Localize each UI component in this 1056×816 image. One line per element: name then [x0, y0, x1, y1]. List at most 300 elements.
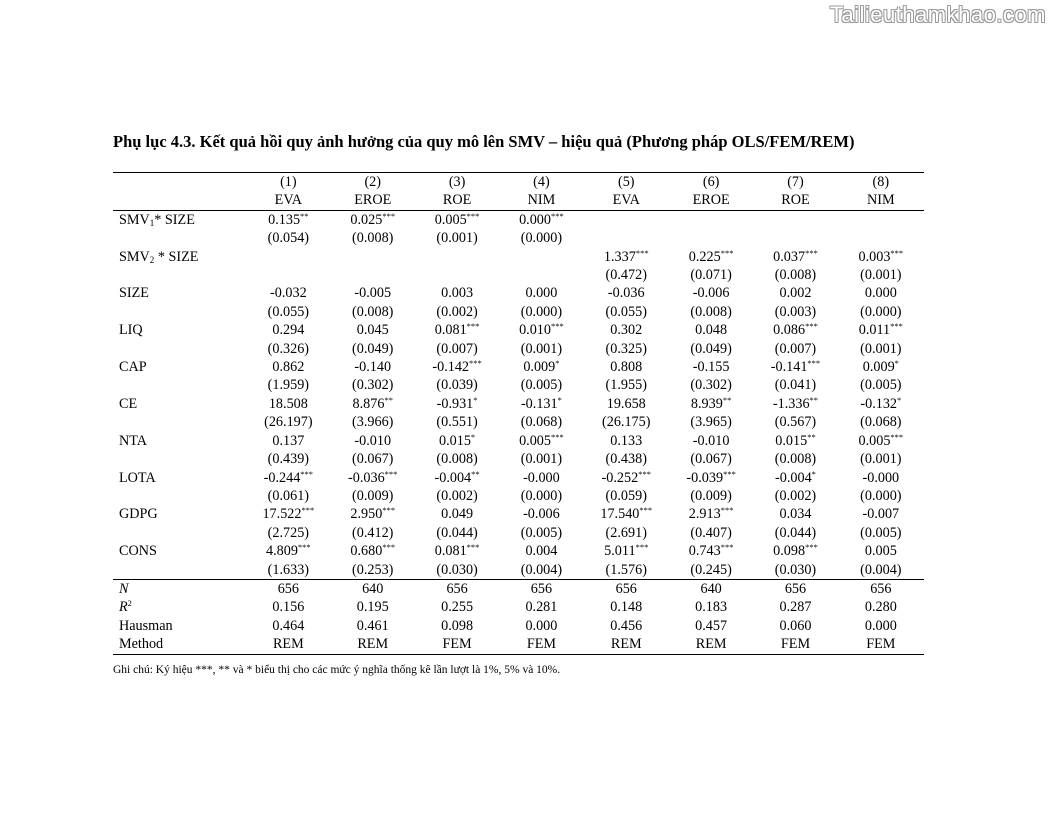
significance-stars: **	[384, 394, 393, 405]
coef-value: -0.010	[692, 432, 730, 449]
coef-value: 0.005	[434, 211, 467, 228]
stat-value: 656	[277, 580, 299, 597]
variable-name: CONS	[119, 543, 157, 560]
significance-stars: ***	[297, 542, 311, 553]
standard-error: (0.068)	[520, 414, 563, 431]
coef-cell	[246, 505, 330, 523]
se-cell	[584, 450, 669, 468]
standard-error: (0.001)	[520, 340, 563, 357]
coef-value: 17.522	[262, 506, 302, 523]
variable-name: CAP	[119, 359, 147, 376]
se-cell	[246, 413, 330, 431]
se-cell	[331, 487, 415, 505]
coef-cell	[753, 248, 837, 266]
standard-error: (0.472)	[605, 267, 647, 284]
coef-value: 0.045	[356, 322, 389, 339]
stat-cell	[499, 598, 583, 616]
coef-cell	[499, 321, 583, 339]
coef-cell	[584, 210, 669, 229]
se-cell	[669, 303, 753, 321]
coef-value: -0.036	[348, 469, 385, 486]
coef-cell	[584, 395, 669, 413]
significance-stars: ***	[807, 358, 821, 369]
significance-stars: *	[557, 394, 562, 405]
stat-value: 656	[870, 580, 892, 597]
stat-value: REM	[357, 636, 389, 653]
se-cell	[584, 524, 669, 542]
coef-value: 5.011	[604, 543, 636, 560]
stat-cell	[415, 635, 499, 654]
se-blank	[113, 487, 246, 505]
coef-cell	[499, 432, 583, 450]
se-row	[113, 524, 924, 542]
coef-cell	[838, 432, 924, 450]
stat-cell	[753, 635, 837, 654]
coef-cell	[246, 432, 330, 450]
stat-value: 0.000	[864, 617, 897, 634]
significance-stars: ***	[466, 210, 480, 221]
se-cell	[838, 524, 924, 542]
variable-name: SIZE	[119, 285, 149, 302]
significance-stars: ***	[300, 468, 314, 479]
variable-label	[113, 248, 246, 266]
se-row	[113, 561, 924, 580]
coef-cell	[669, 469, 753, 487]
standard-error: (0.008)	[774, 267, 817, 284]
se-cell	[499, 450, 583, 468]
se-cell	[331, 303, 415, 321]
stat-value: 656	[446, 580, 468, 597]
se-cell	[499, 487, 583, 505]
coef-cell	[753, 284, 837, 302]
column-name	[669, 191, 753, 210]
stat-value: REM	[695, 636, 727, 653]
se-cell	[838, 450, 924, 468]
stat-cell	[415, 579, 499, 598]
coef-value: -0.036	[607, 285, 645, 302]
coef-cell	[584, 432, 669, 450]
significance-stars: ***	[639, 505, 653, 516]
variable-label	[113, 395, 246, 413]
significance-stars: *	[473, 394, 478, 405]
se-cell	[753, 561, 837, 580]
stat-value: 0.060	[779, 617, 812, 634]
column-name-text: EVA	[612, 192, 640, 209]
coef-value: 17.540	[600, 506, 640, 523]
se-cell	[499, 266, 583, 284]
coef-value: -0.039	[686, 469, 724, 486]
coef-value: 0.002	[779, 285, 812, 302]
coef-value: 0.808	[610, 359, 643, 376]
stat-cell	[669, 598, 753, 616]
column-name	[331, 191, 415, 210]
coef-cell	[415, 505, 499, 523]
standard-error: (0.439)	[267, 451, 310, 468]
stat-name: Hausman	[119, 617, 173, 634]
coef-row	[113, 210, 924, 229]
standard-error: (0.008)	[352, 303, 394, 320]
significance-stars: ***	[723, 468, 736, 479]
coef-cell	[584, 248, 669, 266]
se-cell	[584, 487, 669, 505]
coef-cell	[584, 358, 669, 376]
stat-cell	[753, 598, 837, 616]
significance-stars: ***	[466, 321, 480, 332]
se-blank	[113, 266, 246, 284]
stat-cell	[246, 598, 330, 616]
standard-error: (0.030)	[774, 561, 817, 578]
stat-value: 656	[784, 580, 807, 597]
standard-error: (0.003)	[774, 303, 817, 320]
significance-stars: ***	[720, 247, 734, 258]
stat-cell	[838, 598, 924, 616]
standard-error: (0.407)	[690, 524, 732, 541]
significance-stars: ***	[805, 321, 818, 332]
coef-value: 4.809	[266, 543, 298, 560]
coef-cell	[246, 358, 330, 376]
se-cell	[584, 561, 669, 580]
standard-error: (0.071)	[690, 267, 732, 284]
coef-value: 18.508	[268, 395, 308, 412]
se-cell	[415, 376, 499, 394]
stat-label	[113, 598, 246, 616]
standard-error: (0.000)	[520, 230, 563, 247]
se-cell	[753, 340, 837, 358]
coef-value: 0.302	[610, 322, 643, 339]
coef-row	[113, 505, 924, 523]
se-cell	[331, 376, 415, 394]
coef-cell	[838, 395, 924, 413]
standard-error: (0.054)	[267, 230, 310, 247]
coef-cell	[838, 505, 924, 523]
se-row	[113, 340, 924, 358]
coef-value: 1.337	[603, 248, 636, 265]
se-cell	[669, 229, 753, 247]
stat-row	[113, 598, 924, 616]
stat-value: 0.000	[525, 617, 558, 634]
coef-value: 2.913	[688, 506, 721, 523]
coef-value: 0.081	[434, 543, 467, 560]
coef-cell	[415, 395, 499, 413]
coef-cell	[246, 248, 330, 266]
significance-stars: ***	[805, 247, 818, 258]
coef-cell	[415, 542, 499, 560]
coef-cell	[669, 505, 753, 523]
standard-error: (26.175)	[602, 414, 651, 431]
se-blank	[113, 303, 246, 321]
se-cell	[838, 376, 924, 394]
standard-error: (0.068)	[860, 414, 902, 431]
standard-error: (0.049)	[690, 340, 732, 357]
stat-cell	[838, 579, 924, 598]
coef-value: -0.132	[860, 395, 898, 412]
standard-error: (0.002)	[774, 487, 817, 504]
stat-value: 0.148	[610, 599, 643, 616]
significance-stars: ***	[805, 542, 818, 553]
coef-value: 0.135	[268, 211, 301, 228]
column-number-text: (7)	[787, 174, 804, 190]
stat-cell	[331, 617, 415, 635]
column-name	[499, 191, 583, 210]
coef-value: 2.950	[350, 506, 383, 523]
significance-stars: **	[809, 394, 819, 405]
variable-label	[113, 505, 246, 523]
coef-value: 0.037	[773, 248, 806, 265]
coef-cell	[415, 432, 499, 450]
stat-row	[113, 635, 924, 654]
coef-cell	[838, 284, 924, 302]
coef-row	[113, 432, 924, 450]
variable-name: CE	[119, 395, 138, 412]
column-name	[838, 191, 924, 210]
coef-value: 0.009	[862, 359, 895, 376]
coef-cell	[669, 432, 753, 450]
stat-value: 640	[362, 580, 384, 597]
coef-value: 0.049	[441, 506, 474, 523]
stat-name: Method	[119, 636, 164, 653]
se-cell	[753, 524, 837, 542]
coef-value: 0.137	[272, 432, 305, 449]
column-number	[246, 173, 330, 192]
standard-error: (0.030)	[436, 561, 478, 578]
se-cell	[499, 524, 583, 542]
coef-cell	[415, 210, 499, 229]
coef-value: -0.000	[862, 469, 900, 486]
stat-cell	[753, 579, 837, 598]
se-row	[113, 266, 924, 284]
se-cell	[838, 561, 924, 580]
coef-cell	[669, 542, 753, 560]
coef-cell	[584, 505, 669, 523]
se-cell	[331, 266, 415, 284]
column-number-text: (2)	[364, 174, 381, 190]
coef-row	[113, 469, 924, 487]
stat-cell	[499, 617, 583, 635]
se-row	[113, 376, 924, 394]
stat-label	[113, 579, 246, 598]
stat-name: N	[119, 580, 129, 597]
stat-cell	[331, 598, 415, 616]
se-blank	[113, 376, 246, 394]
coef-row	[113, 321, 924, 339]
stat-cell	[415, 598, 499, 616]
stat-cell	[499, 635, 583, 654]
column-number-text: (5)	[617, 174, 635, 190]
se-cell	[669, 266, 753, 284]
se-cell	[415, 561, 499, 580]
stat-cell	[415, 617, 499, 635]
variable-label	[113, 432, 246, 450]
standard-error: (0.005)	[520, 524, 563, 541]
significance-stars: ***	[635, 247, 649, 258]
standard-error: (0.055)	[605, 303, 647, 320]
table-note: Ghi chú: Ký hiệu ***, ** và * biểu thị cho các mức ý nghĩa thống kê lần lượt là 1%, 5% và 10%.	[113, 664, 561, 676]
variable-label	[113, 321, 246, 339]
coef-value: -0.004	[434, 469, 472, 486]
se-cell	[331, 340, 415, 358]
column-number	[331, 173, 415, 192]
coef-value: 0.025	[350, 211, 383, 228]
coef-value: 0.862	[272, 359, 305, 376]
coef-cell	[246, 395, 330, 413]
se-row	[113, 450, 924, 468]
se-cell	[838, 266, 924, 284]
column-name-text: ROE	[442, 192, 472, 209]
stat-value: 640	[700, 580, 722, 597]
coef-value: 0.005	[864, 543, 897, 560]
coef-cell	[753, 395, 837, 413]
standard-error: (0.008)	[352, 230, 394, 247]
coef-value: 0.000	[525, 285, 558, 302]
se-cell	[669, 340, 753, 358]
standard-error: (3.965)	[690, 414, 732, 431]
se-cell	[669, 487, 753, 505]
stat-value: 0.183	[695, 599, 728, 616]
coef-cell	[246, 469, 330, 487]
significance-stars: **	[300, 210, 309, 221]
stat-cell	[669, 635, 753, 654]
coef-row	[113, 284, 924, 302]
standard-error: (0.049)	[352, 340, 394, 357]
standard-error: (0.000)	[860, 487, 902, 504]
standard-error: (0.000)	[860, 303, 902, 320]
standard-error: (0.000)	[520, 303, 563, 320]
coef-row	[113, 542, 924, 560]
stat-value: FEM	[866, 636, 896, 653]
column-number-text: (6)	[702, 174, 720, 190]
column-number	[669, 173, 753, 192]
significance-stars: ***	[638, 468, 651, 479]
stat-label	[113, 635, 246, 654]
standard-error: (1.959)	[267, 377, 310, 394]
se-row	[113, 413, 924, 431]
standard-error: (0.055)	[267, 303, 310, 320]
coef-cell	[669, 284, 753, 302]
se-cell	[246, 340, 330, 358]
standard-error: (0.001)	[436, 230, 478, 247]
se-cell	[499, 376, 583, 394]
significance-stars: ***	[466, 542, 480, 553]
coef-value: 0.048	[695, 322, 728, 339]
stat-cell	[246, 635, 330, 654]
coef-value: 0.003	[441, 285, 474, 302]
stat-superscript: 2	[127, 598, 132, 609]
se-cell	[415, 229, 499, 247]
significance-stars: **	[722, 394, 732, 405]
stat-cell	[246, 617, 330, 635]
stat-label	[113, 617, 246, 635]
standard-error: (0.253)	[352, 561, 394, 578]
coef-cell	[753, 210, 837, 229]
coef-cell	[499, 248, 583, 266]
se-cell	[753, 266, 837, 284]
significance-stars: ***	[550, 321, 564, 332]
significance-stars: *	[897, 394, 902, 405]
standard-error: (0.009)	[352, 487, 394, 504]
column-name	[246, 191, 330, 210]
se-row	[113, 487, 924, 505]
standard-error: (0.001)	[860, 451, 902, 468]
se-cell	[415, 266, 499, 284]
standard-error: (0.002)	[436, 487, 478, 504]
coef-cell	[331, 248, 415, 266]
stat-cell	[838, 617, 924, 635]
regression-table	[113, 172, 924, 655]
column-name-text: EROE	[354, 192, 392, 209]
variable-subscript: 2	[149, 254, 155, 265]
standard-error: (0.008)	[774, 451, 817, 468]
coef-cell	[669, 358, 753, 376]
stat-cell	[669, 579, 753, 598]
stat-value: 0.195	[356, 599, 389, 616]
coef-value: -0.010	[354, 432, 392, 449]
se-cell	[415, 340, 499, 358]
coef-value: 0.009	[523, 359, 556, 376]
column-name	[584, 191, 669, 210]
coef-value: 19.658	[606, 395, 646, 412]
standard-error: (1.633)	[267, 561, 310, 578]
se-cell	[331, 413, 415, 431]
standard-error: (0.041)	[774, 377, 817, 394]
column-name-text: EVA	[274, 192, 302, 209]
significance-stars: ***	[384, 468, 398, 479]
coef-cell	[499, 210, 583, 229]
coef-value: -0.007	[862, 506, 900, 523]
se-cell	[753, 376, 837, 394]
variable-suffix: * SIZE	[154, 211, 195, 228]
coef-cell	[584, 469, 669, 487]
stat-row	[113, 617, 924, 635]
coef-cell	[331, 542, 415, 560]
coef-value: 0.015	[439, 432, 471, 449]
se-blank	[113, 229, 246, 247]
coef-value: 0.034	[779, 506, 812, 523]
se-cell	[838, 487, 924, 505]
coef-cell	[246, 210, 330, 229]
stat-cell	[584, 598, 669, 616]
se-blank	[113, 340, 246, 358]
variable-name: NTA	[119, 432, 148, 449]
stat-value: 0.098	[441, 617, 474, 634]
se-blank	[113, 413, 246, 431]
coef-value: 0.680	[350, 543, 383, 560]
table-caption: Phụ lục 4.3. Kết quả hồi quy ảnh hưởng của quy mô lên SMV – hiệu quả (Phương pháp OLS/FEM/REM)	[113, 132, 855, 151]
se-cell	[838, 303, 924, 321]
header-blank	[113, 173, 246, 192]
stat-value: 0.281	[525, 599, 558, 616]
coef-cell	[415, 248, 499, 266]
coef-cell	[838, 210, 924, 229]
standard-error: (0.067)	[352, 451, 394, 468]
se-cell	[246, 524, 330, 542]
standard-error: (0.008)	[436, 451, 478, 468]
standard-error: (0.059)	[605, 487, 647, 504]
stat-value: 0.280	[864, 599, 897, 616]
standard-error: (0.004)	[860, 561, 902, 578]
se-cell	[499, 561, 583, 580]
coef-cell	[669, 210, 753, 229]
se-cell	[584, 229, 669, 247]
column-number	[838, 173, 924, 192]
coef-cell	[753, 505, 837, 523]
significance-stars: *	[894, 358, 899, 369]
column-name-text: NIM	[527, 192, 556, 209]
se-cell	[669, 450, 753, 468]
coef-value: -0.006	[523, 506, 560, 523]
coef-value: 0.098	[773, 543, 806, 560]
standard-error: (0.302)	[690, 377, 732, 394]
stat-name: R	[119, 599, 128, 616]
